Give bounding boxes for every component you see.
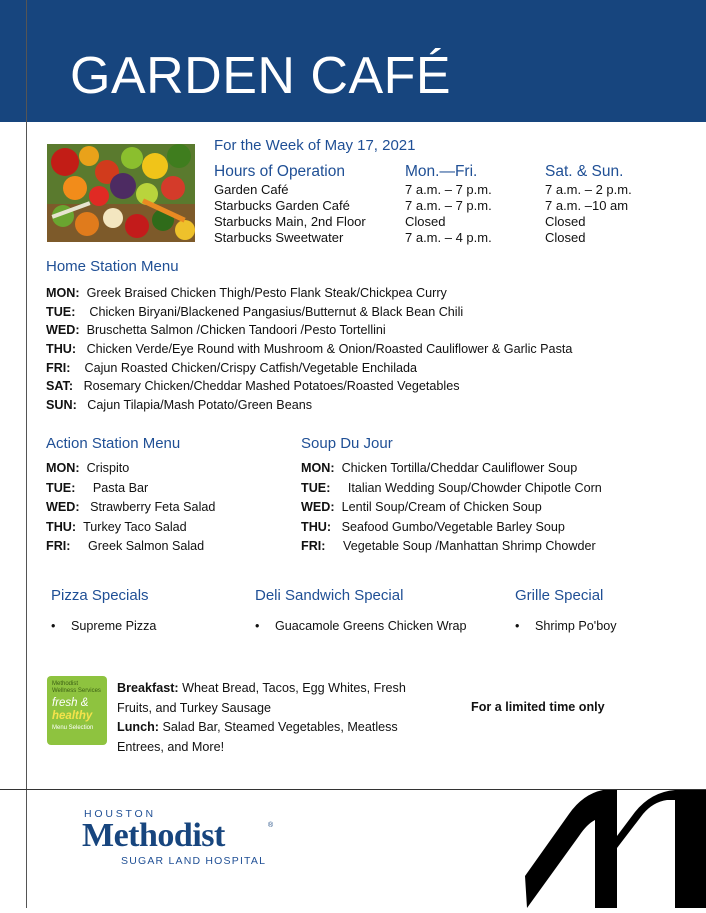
day-label: WED: bbox=[301, 500, 335, 514]
hours-weekend: Closed bbox=[545, 230, 586, 245]
home-station-row bbox=[46, 285, 447, 301]
weekday-heading: Mon.—Fri. bbox=[405, 163, 478, 180]
hours-weekend: Closed bbox=[545, 214, 586, 229]
menu-text: Chicken Biryani/Blackened Pangasius/Butternut & Black Bean Chili bbox=[89, 305, 464, 319]
bullet: • bbox=[51, 619, 56, 633]
menu-text: Turkey Taco Salad bbox=[83, 520, 187, 534]
action-station-title: Action Station Menu bbox=[46, 435, 181, 452]
day-label: TUE: bbox=[301, 481, 331, 495]
lunch-label: Lunch: bbox=[117, 720, 159, 734]
left-margin-rule bbox=[26, 0, 27, 908]
methodist-m-mark-icon bbox=[525, 790, 706, 908]
badge-fresh: fresh & bbox=[52, 697, 89, 709]
menu-text: Greek Braised Chicken Thigh/Pesto Flank Steak/Chickpea Curry bbox=[86, 286, 447, 300]
breakfast-text: Wheat Bread, Tacos, Egg Whites, Fresh Fruits, and Turkey Sausage bbox=[117, 681, 406, 715]
logo-registered: ® bbox=[268, 822, 274, 829]
menu-text: Chicken Verde/Eye Round with Mushroom & Onion/Roasted Cauliflower & Garlic Pasta bbox=[86, 342, 573, 356]
weekend-heading: Sat. & Sun. bbox=[545, 163, 624, 180]
fresh-healthy-badge bbox=[47, 676, 107, 745]
header-banner bbox=[0, 0, 706, 122]
day-label: WED: bbox=[46, 323, 80, 337]
menu-text: Chicken Tortilla/Cheddar Cauliflower Soup bbox=[341, 461, 578, 475]
soup-row bbox=[301, 460, 577, 476]
hours-weekday: Closed bbox=[405, 214, 446, 229]
hours-heading: Hours of Operation bbox=[214, 163, 345, 180]
deli-special-text: Guacamole Greens Chicken Wrap bbox=[275, 619, 467, 633]
bullet: • bbox=[255, 619, 260, 633]
action-station-row bbox=[46, 480, 148, 496]
page-title: GARDEN CAFÉ bbox=[70, 47, 452, 105]
menu-text: Bruschetta Salmon /Chicken Tandoori /Pesto Tortellini bbox=[86, 323, 386, 337]
hours-place: Starbucks Main, 2nd Floor bbox=[214, 214, 366, 229]
home-station-row bbox=[46, 322, 386, 338]
hours-place: Garden Café bbox=[214, 182, 289, 197]
soup-row bbox=[301, 499, 542, 515]
hours-weekday: 7 a.m. – 4 p.m. bbox=[405, 230, 492, 245]
hours-place: Starbucks Garden Café bbox=[214, 198, 350, 213]
badge-line: Wellness Services bbox=[52, 688, 101, 694]
action-station-row bbox=[46, 519, 187, 535]
soup-title: Soup Du Jour bbox=[301, 435, 393, 452]
day-label: MON: bbox=[46, 461, 80, 475]
soup-row bbox=[301, 538, 596, 554]
hours-weekend: 7 a.m. –10 am bbox=[545, 198, 629, 213]
hours-weekday: 7 a.m. – 7 p.m. bbox=[405, 198, 492, 213]
action-station-row bbox=[46, 499, 215, 515]
menu-text: Greek Salmon Salad bbox=[87, 539, 205, 553]
limited-time-note: For a limited time only bbox=[471, 700, 605, 714]
home-station-row bbox=[46, 341, 572, 357]
soup-row bbox=[301, 519, 565, 535]
hours-weekday: 7 a.m. – 7 p.m. bbox=[405, 182, 492, 197]
home-station-row bbox=[46, 397, 312, 413]
menu-text: Crispito bbox=[86, 461, 130, 475]
day-label: FRI: bbox=[46, 539, 71, 553]
menu-text: Italian Wedding Soup/Chowder Chipotle Corn bbox=[347, 481, 602, 495]
menu-text: Lentil Soup/Cream of Chicken Soup bbox=[341, 500, 542, 514]
menu-text: Cajun Tilapia/Mash Potato/Green Beans bbox=[87, 398, 313, 412]
week-heading: For the Week of May 17, 2021 bbox=[214, 137, 416, 154]
day-label: THU: bbox=[46, 342, 77, 356]
home-station-title: Home Station Menu bbox=[46, 258, 179, 275]
menu-text: Cajun Roasted Chicken/Crispy Catfish/Vegetable Enchilada bbox=[84, 361, 418, 375]
breakfast-label: Breakfast: bbox=[117, 681, 179, 695]
grille-special-item bbox=[515, 619, 617, 633]
grille-special-text: Shrimp Po'boy bbox=[535, 619, 617, 633]
grille-special-title: Grille Special bbox=[515, 587, 604, 604]
day-label: THU: bbox=[301, 520, 332, 534]
day-label: SUN: bbox=[46, 398, 77, 412]
day-label: TUE: bbox=[46, 305, 76, 319]
home-station-row bbox=[46, 304, 463, 320]
pizza-special-item bbox=[51, 619, 156, 633]
day-label: THU: bbox=[46, 520, 77, 534]
logo-methodist: Methodist bbox=[82, 817, 225, 854]
menu-text: Rosemary Chicken/Cheddar Mashed Potatoes/Roasted Vegetables bbox=[83, 379, 460, 393]
day-label: WED: bbox=[46, 500, 80, 514]
day-label: TUE: bbox=[46, 481, 76, 495]
methodist-logo bbox=[82, 808, 277, 870]
action-station-row bbox=[46, 460, 129, 476]
deli-special-item bbox=[255, 619, 467, 633]
menu-text: Pasta Bar bbox=[92, 481, 149, 495]
lunch-text: Salad Bar, Steamed Vegetables, Meatless Entrees, and More! bbox=[117, 720, 398, 754]
deli-special-title: Deli Sandwich Special bbox=[255, 587, 404, 604]
day-label: SAT: bbox=[46, 379, 74, 393]
action-station-row bbox=[46, 538, 204, 554]
soup-row bbox=[301, 480, 602, 496]
badge-healthy: healthy bbox=[52, 710, 93, 722]
badge-line: Menu Selection bbox=[52, 725, 94, 731]
menu-text: Vegetable Soup /Manhattan Shrimp Chowder bbox=[342, 539, 596, 553]
hours-weekend: 7 a.m. – 2 p.m. bbox=[545, 182, 632, 197]
menu-text: Seafood Gumbo/Vegetable Barley Soup bbox=[341, 520, 565, 534]
produce-image bbox=[47, 144, 195, 242]
logo-sugar-land: SUGAR LAND HOSPITAL bbox=[121, 855, 267, 867]
home-station-row bbox=[46, 360, 417, 376]
menu-text: Strawberry Feta Salad bbox=[90, 500, 216, 514]
logo-houston: HOUSTON bbox=[84, 808, 156, 820]
day-label: FRI: bbox=[301, 539, 326, 553]
day-label: FRI: bbox=[46, 361, 71, 375]
day-label: MON: bbox=[301, 461, 335, 475]
pizza-specials-title: Pizza Specials bbox=[51, 587, 149, 604]
bullet: • bbox=[515, 619, 520, 633]
pizza-special-text: Supreme Pizza bbox=[71, 619, 157, 633]
badge-line: Methodist bbox=[52, 681, 79, 687]
home-station-row bbox=[46, 378, 460, 394]
day-label: MON: bbox=[46, 286, 80, 300]
breakfast-lunch-text bbox=[117, 679, 437, 757]
hours-place: Starbucks Sweetwater bbox=[214, 230, 344, 245]
